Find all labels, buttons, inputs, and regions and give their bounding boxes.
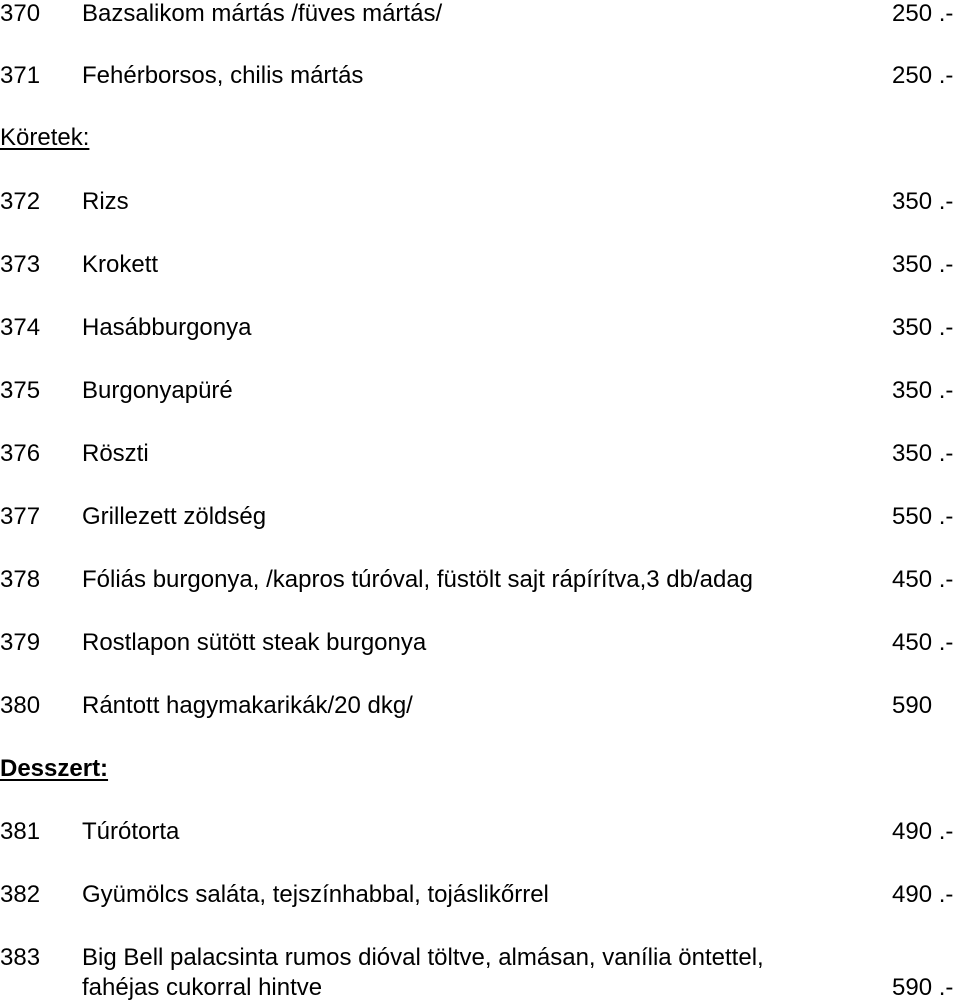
item-number: 372 [0, 188, 41, 215]
item-name-line-1: Big Bell palacsinta rumos dióval töltve, almásan, vanília öntettel, [82, 944, 764, 971]
item-price: 490 .- [892, 881, 954, 908]
item-name-line-2: fahéjas cukorral hintve [82, 974, 323, 1001]
menu-item-380 [0, 690, 960, 722]
item-number: 375 [0, 377, 41, 404]
item-price: 350 .- [892, 377, 954, 404]
menu-item-379 [0, 627, 960, 659]
menu-item-381 [0, 816, 960, 848]
menu-item-383 [0, 942, 960, 1008]
item-price: 590 .- [892, 974, 954, 1001]
item-number: 376 [0, 440, 41, 467]
item-number: 373 [0, 251, 41, 278]
item-price: 350 .- [892, 188, 954, 215]
menu-item-376 [0, 438, 960, 470]
item-number: 381 [0, 818, 41, 845]
item-number: 370 [0, 0, 41, 27]
menu-item-372 [0, 186, 960, 218]
item-price: 450 .- [892, 629, 954, 656]
item-price: 550 .- [892, 503, 954, 530]
item-number: 379 [0, 629, 41, 656]
item-name: Bazsalikom mártás /füves mártás/ [82, 0, 443, 27]
item-number: 380 [0, 692, 41, 719]
menu-item-374 [0, 312, 960, 344]
menu-item-378 [0, 564, 960, 596]
item-price: 350 .- [892, 251, 954, 278]
item-price: 590 [892, 692, 933, 719]
menu-item-370 [0, 0, 960, 30]
item-name: Krokett [82, 251, 159, 278]
item-number: 382 [0, 881, 41, 908]
item-price: 250 .- [892, 62, 954, 89]
item-price: 350 .- [892, 314, 954, 341]
item-name: Gyümölcs saláta, tejszínhabbal, tojáslikőrrel [82, 881, 549, 908]
section-heading-desserts: Desszert: [0, 755, 109, 782]
item-name: Rizs [82, 188, 129, 215]
item-price: 250 .- [892, 0, 954, 27]
menu-item-377 [0, 501, 960, 533]
item-name: Grillezett zöldség [82, 503, 267, 530]
item-price: 350 .- [892, 440, 954, 467]
item-number: 374 [0, 314, 41, 341]
item-name: Rostlapon sütött steak burgonya [82, 629, 427, 656]
item-name: Burgonyapüré [82, 377, 233, 404]
item-name: Röszti [82, 440, 149, 467]
item-name: Hasábburgonya [82, 314, 252, 341]
menu-item-382 [0, 879, 960, 911]
menu-item-371 [0, 60, 960, 92]
item-number: 383 [0, 944, 41, 971]
item-number: 377 [0, 503, 41, 530]
menu-item-373 [0, 249, 960, 281]
item-number: 371 [0, 62, 41, 89]
item-name: Túrótorta [82, 818, 180, 845]
section-heading-sides: Köretek: [0, 124, 90, 151]
item-price: 490 .- [892, 818, 954, 845]
item-name: Fóliás burgonya, /kapros túróval, füstölt sajt rápírítva,3 db/adag [82, 566, 754, 593]
item-name: Rántott hagymakarikák/20 dkg/ [82, 692, 413, 719]
item-price: 450 .- [892, 566, 954, 593]
item-number: 378 [0, 566, 41, 593]
menu-item-375 [0, 375, 960, 407]
item-name: Fehérborsos, chilis mártás [82, 62, 364, 89]
